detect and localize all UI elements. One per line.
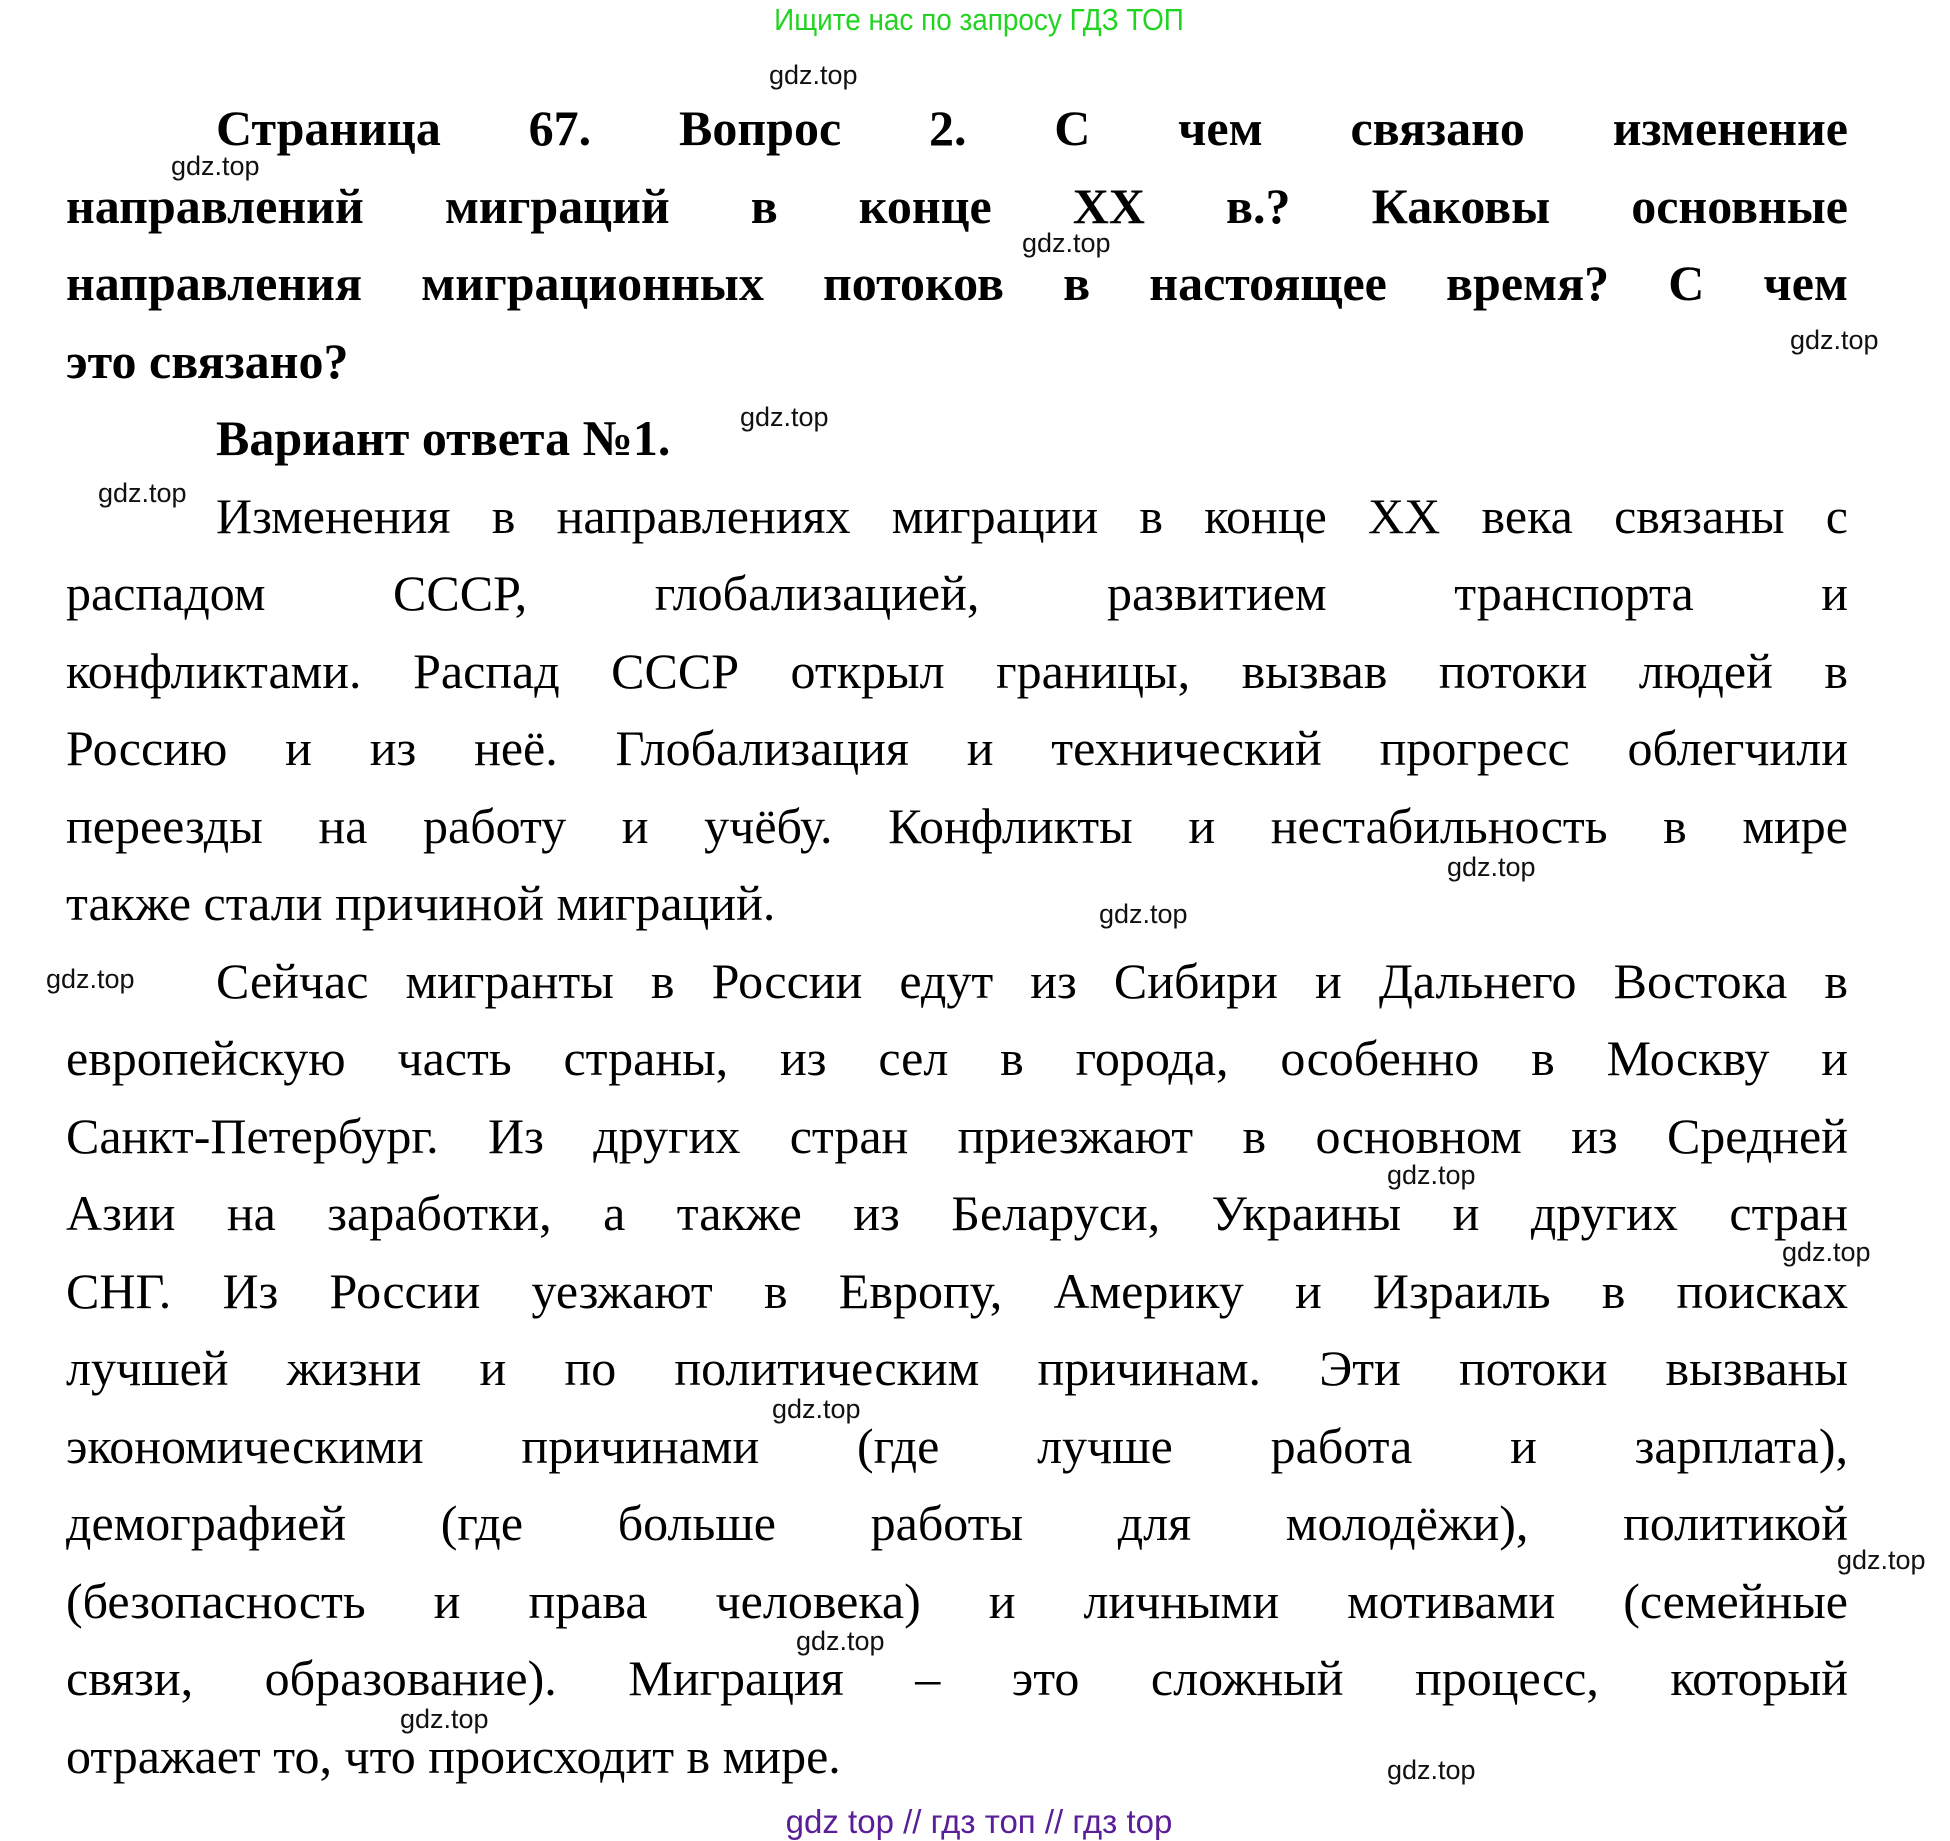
paragraph1-line: распадом СССР, глобализацией, развитием транспорта и	[66, 565, 1848, 621]
watermark: gdz.top	[1447, 852, 1536, 882]
watermark: gdz.top	[400, 1704, 489, 1734]
search-banner[interactable]: Ищите нас по запросу ГДЗ ТОП	[774, 2, 1184, 37]
paragraph1-line: Россию и из неё. Глобализация и технический прогресс облегчили	[66, 720, 1848, 776]
watermark: gdz.top	[1387, 1755, 1476, 1785]
question-line: это связано?	[66, 332, 349, 389]
watermark: gdz.top	[1790, 325, 1879, 355]
paragraph2-line: отражает то, что происходит в мире.	[66, 1727, 841, 1784]
watermark: gdz.top	[1099, 899, 1188, 929]
paragraph2-line: СНГ. Из России уезжают в Европу, Америку и Израиль в поисках	[66, 1262, 1848, 1319]
watermark: gdz.top	[1837, 1545, 1926, 1575]
watermark: gdz.top	[98, 478, 187, 508]
watermark: gdz.top	[1022, 228, 1111, 258]
paragraph2-line: европейскую часть страны, из сел в города, особенно в Москву и	[66, 1030, 1848, 1086]
paragraph2-line: связи, образование). Миграция – это сложный процесс, который	[66, 1650, 1848, 1706]
watermark: gdz.top	[1387, 1160, 1476, 1190]
paragraph2-line: Азии на заработки, а также из Беларуси, Украины и других стран	[66, 1185, 1848, 1241]
paragraph2-line: лучшей жизни и по политическим причинам. Эти потоки вызваны	[66, 1340, 1848, 1396]
watermark: gdz.top	[171, 151, 260, 181]
paragraph1-line: также стали причиной миграций.	[66, 875, 776, 931]
watermark: gdz.top	[46, 964, 135, 994]
paragraph2-line: (безопасность и права человека) и личными мотивами (семейные	[66, 1572, 1848, 1629]
paragraph2-line: Сейчас мигранты в России едут из Сибири и Дальнего Востока в	[216, 952, 1848, 1009]
question-line: Страница 67. Вопрос 2. С чем связано изменение	[216, 100, 1848, 156]
watermark: gdz.top	[796, 1626, 885, 1656]
question-line: направления миграционных потоков в настоящее время? С чем	[66, 255, 1848, 311]
answer-heading: Вариант ответа №1.	[216, 410, 671, 466]
document-body	[66, 90, 1848, 1795]
watermark: gdz.top	[769, 60, 858, 90]
paragraph1-line: Изменения в направлениях миграции в конце XX века связаны с	[216, 487, 1848, 544]
paragraph1-line: конфликтами. Распад СССР открыл границы, вызвав потоки людей в	[66, 642, 1848, 699]
watermark: gdz.top	[772, 1394, 861, 1424]
question-line: направлений миграций в конце XX в.? Каковы основные	[66, 177, 1848, 234]
watermark: gdz.top	[1782, 1237, 1871, 1267]
paragraph1-line: переезды на работу и учёбу. Конфликты и нестабильность в мире	[66, 797, 1848, 854]
watermark: gdz.top	[740, 402, 829, 432]
paragraph2-line: Санкт-Петербург. Из других стран приезжают в основном из Средней	[66, 1107, 1848, 1164]
paragraph2-line: экономическими причинами (где лучше работа и зарплата),	[66, 1417, 1848, 1474]
footer-links[interactable]: gdz top // гдз топ // гдз top	[785, 1803, 1173, 1840]
paragraph2-line: демографией (где больше работы для молодёжи), политикой	[66, 1495, 1848, 1551]
